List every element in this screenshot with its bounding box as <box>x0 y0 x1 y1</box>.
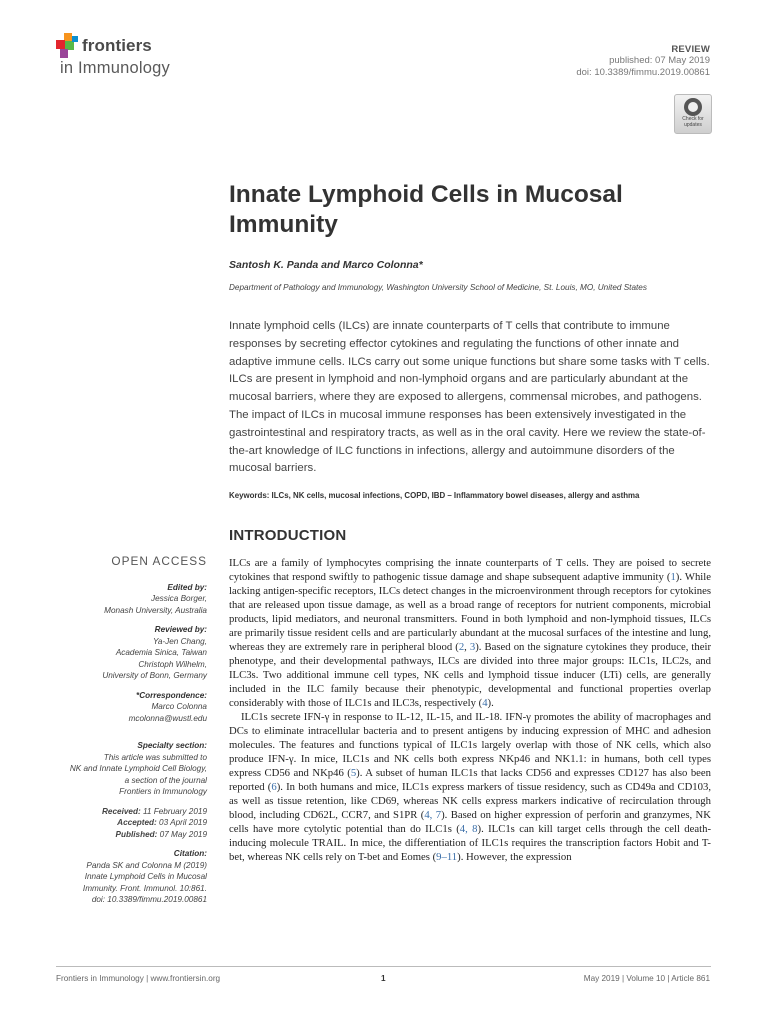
reviewer-name: Christoph Wilhelm, <box>138 659 207 669</box>
edited-by-label: Edited by: <box>167 582 207 592</box>
article-sidebar <box>40 556 207 906</box>
citation-link[interactable]: 4 <box>482 696 488 709</box>
abstract: Innate lymphoid cells (ILCs) are innate counterparts of T cells that contribute to immune responses by secreting effector cytokines and regulating the functions of other innate and adaptive immune cells. ILCs carry out some unique functions but share some tasks with T cells. ILCs are present in lymphoid and non-lymphoid organs and are particularly abundant at the mucosal barriers, where they are exposed to allergens, commensal microbes, and pathogens. The impact of ILCs in mucosal immune responses has been extensively investigated in the gastrointestinal and respiratory tracts, as well as in the oral cavity. Here we review the state-of-the-art knowledge of ILC functions in infections, allergy and autoimmune disorders of the mucosal barriers. <box>229 320 710 475</box>
check-updates-label: Check for updates <box>682 116 704 128</box>
correspondence-name: Marco Colonna <box>151 702 207 711</box>
body-text <box>229 557 711 865</box>
published-date-sidebar: Published: 07 May 2019 <box>115 829 207 839</box>
citation-label: Citation: <box>173 849 207 858</box>
article-meta-header <box>470 44 710 78</box>
citation-link[interactable]: 1 <box>670 570 676 583</box>
logo-word-frontiers: frontiers <box>82 36 152 55</box>
citation-link[interactable]: 3 <box>469 640 476 653</box>
page-number: 1 <box>381 974 386 983</box>
paragraph-1: ILCs are a family of lymphocytes comprising the innate counterparts of T cells. They are poised to secrete cytokines that respond swiftly to pathogenic tissue damage and shape subsequent adaptive immunity (1). While lacking antigen-specific receptors, ILCs detect changes in the microenvironment through receptors for cytokines that are released upon tissue damage, as well as a broad range of receptors for nutrient components, microbial products, lipid mediators, and neuronal transmitters. Found in both lymphoid and non-lymphoid tissues, ILCs are primarily tissue resident cells and are particularly abundant at the mucosal surfaces of the intestine and lung, whereas they are extremely rare in peripheral blood (2, 3). Based on the signature cytokines they produce, their phenotype, and their developmental pathways, ILCs are divided into three major groups: ILC1s, ILC2s, and ILC3s. Two additional immune cell types, NK cells and lymphoid tissue inducer (LTi) cells, are generally included in the ILC family because their phenotypic, developmental and functional properties overlap considerably with those of ILC1s and ILC3s, respectively (4). <box>229 557 712 709</box>
specialty-line: a section of the journal <box>124 775 207 785</box>
footer-issue-info: May 2019 | Volume 10 | Article 861 <box>583 974 710 983</box>
authors[interactable]: Santosh K. Panda and Marco Colonna* <box>229 259 423 271</box>
article-title: Innate Lymphoid Cells in Mucosal Immunity <box>229 181 623 238</box>
keywords: Keywords: ILCs, NK cells, mucosal infections, COPD, IBD – Inflammatory bowel diseases, allergy and asthma <box>229 491 640 500</box>
received-date: Received: 11 February 2019 <box>102 806 207 816</box>
reviewer-affiliation: University of Bonn, Germany <box>102 671 207 680</box>
citation-link[interactable]: 9–11 <box>436 851 458 864</box>
crossmark-icon <box>684 98 702 116</box>
doi[interactable]: doi: 10.3389/fimmu.2019.00861 <box>576 66 710 78</box>
journal-logo[interactable] <box>56 33 236 83</box>
paragraph-2: ILC1s secrete IFN-γ in response to IL-12, IL-15, and IL-18. IFN-γ promotes the ability of macrophages and DCs to eliminate intracellular bacteria and to present antigens by inducing expression of MHC and adhesion molecules. The features and functions typical of ILC1s largely overlap with those of NK cells, which also produce IFN-γ. In mice, ILC1s and NK cells both express NKp46 and NK1.1: in humans, both cell types express CD56 and NKp46 (5). A subset of human ILC1s that lacks CD56 and expresses CD127 has also been reported (6). In both humans and mice, ILC1s express markers of tissue residency, such as CD49a and CD103, as well as tissue retention, like CD69, whereas NK cells express markers indicative of recirculation through blood, including CD62L, CCR7, and S1PR (4, 7). Based on higher expression of perforin and granzymes, NK cells have more cytolytic potential than do ILC1s (4, 8). ILC1s can kill target cells through the cell death-inducing molecule TRAIL. In mice, the differentiation of ILC1s requires the transcription factors Hobit and T-bet, whereas NK cells rely on T-bet and Eomes (9–11). However, the expression <box>229 711 712 864</box>
specialty-line: This article was submitted to <box>103 752 207 762</box>
reviewer-name: Ya-Jen Chang, <box>152 636 207 646</box>
article-type: REVIEW <box>671 44 710 55</box>
editor-affiliation: Monash University, Australia <box>104 605 207 615</box>
correspondence-label: *Correspondence: <box>136 690 207 700</box>
citation-link[interactable]: 4, 7 <box>424 809 442 822</box>
citation-link[interactable]: 2 <box>458 640 465 653</box>
citation-link[interactable]: 5 <box>350 767 357 780</box>
specialty-line: NK and Innate Lymphoid Cell Biology, <box>69 764 207 773</box>
correspondence-email[interactable]: mcolonna@wustl.edu <box>128 713 207 723</box>
specialty-line: Frontiers in Immunology <box>119 787 207 796</box>
affiliation: Department of Pathology and Immunology, Washington University School of Medicine, St. Louis, MO, United States <box>229 283 647 292</box>
reviewed-by-label: Reviewed by: <box>154 625 207 634</box>
logo-word-journal: in Immunology <box>60 59 170 77</box>
editor-name: Jessica Borger, <box>151 594 207 603</box>
citation-line: Innate Lymphoid Cells in Mucosal <box>84 872 207 881</box>
citation-line: Panda SK and Colonna M (2019) <box>86 860 207 870</box>
reviewer-affiliation: Academia Sinica, Taiwan <box>115 648 207 657</box>
citation-line: Immunity. Front. Immunol. 10:861. <box>82 883 207 893</box>
citation-doi[interactable]: doi: 10.3389/fimmu.2019.00861 <box>91 895 207 904</box>
open-access-label: OPEN ACCESS <box>111 554 207 568</box>
frontiers-logo-icon <box>56 33 80 59</box>
citation-link[interactable]: 4, 8 <box>459 823 478 836</box>
published-date: published: 07 May 2019 <box>609 55 710 66</box>
accepted-date: Accepted: 03 April 2019 <box>117 818 207 827</box>
section-heading-introduction: INTRODUCTION <box>229 527 347 544</box>
citation-link[interactable]: 6 <box>271 781 277 794</box>
footer-journal-link[interactable]: Frontiers in Immunology | www.frontiersin.org <box>56 974 221 983</box>
footer-divider <box>56 966 711 967</box>
specialty-section-label: Specialty section: <box>137 741 207 750</box>
check-for-updates-badge[interactable] <box>674 94 712 134</box>
